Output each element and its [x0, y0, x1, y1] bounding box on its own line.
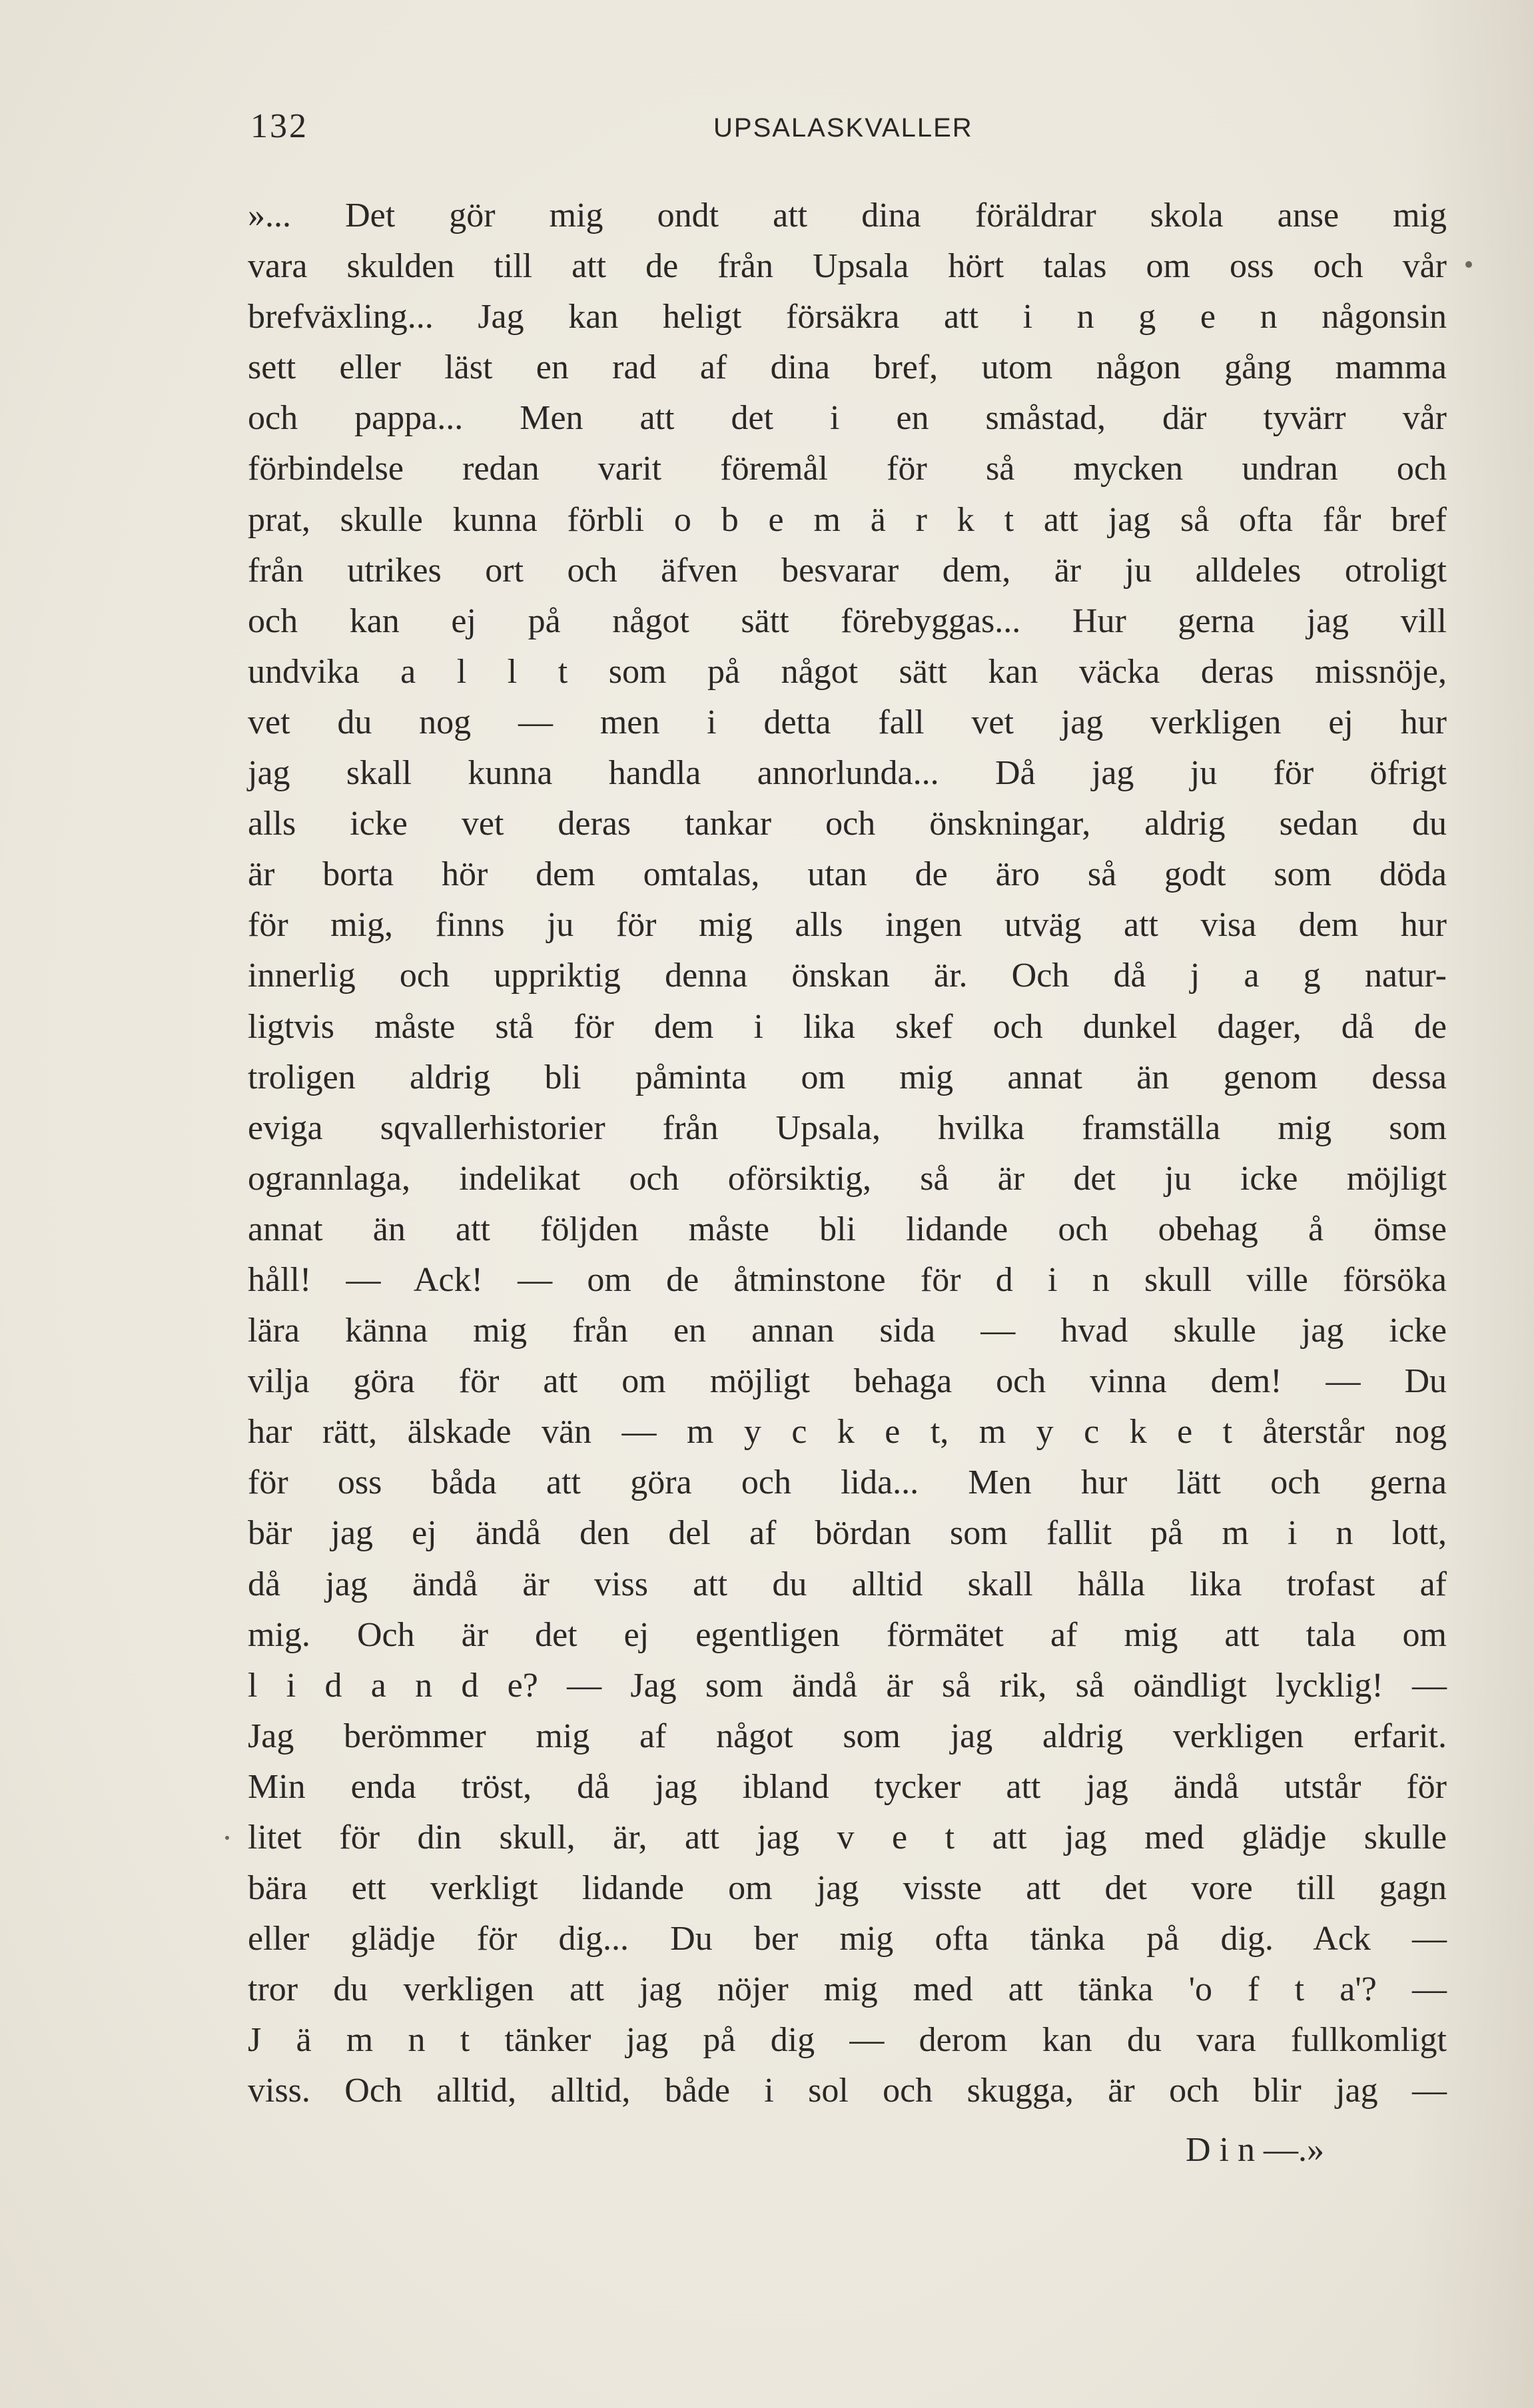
text-line: viss. Och alltid, alltid, både i sol och skugga, är och blir jag —	[248, 2072, 1447, 2110]
text-line: eviga sqvallerhistorier från Upsala, hvilka framställa mig som	[248, 1108, 1447, 1147]
text-line: är borta hör dem omtalas, utan de äro så godt som döda	[248, 855, 1447, 894]
text-line: för mig, finns ju för mig alls ingen utväg att visa dem hur	[248, 906, 1447, 945]
text-line: sett eller läst en rad af dina bref, utom någon gång mamma	[248, 348, 1447, 387]
text-line: brefväxling... Jag kan heligt försäkra att i n g e n någonsin	[248, 298, 1447, 336]
text-line: J ä m n t tänker jag på dig — derom kan du vara fullkomligt	[248, 2021, 1447, 2060]
text-line: från utrikes ort och äfven besvarar dem, är ju alldeles otroligt	[248, 551, 1447, 590]
text-line: annat än att följden måste bli lidande och obehag å ömse	[248, 1210, 1447, 1248]
page-number: 132	[250, 107, 308, 145]
text-line: vara skulden till att de från Upsala hört talas om oss och vår	[248, 247, 1447, 286]
text-line: har rätt, älskade vän — m y c k e t, m y c k e t återstår nog	[248, 1413, 1447, 1451]
text-line: lära känna mig från en annan sida — hvad skulle jag icke	[248, 1312, 1447, 1350]
text-line: håll! — Ack! — om de åtminstone för d i n skull ville försöka	[248, 1260, 1447, 1299]
text-line: bär jag ej ändå den del af bördan som fallit på m i n lott,	[248, 1514, 1447, 1553]
text-line: Jag berömmer mig af något som jag aldrig verkligen erfarit.	[248, 1717, 1447, 1755]
text-line: och kan ej på något sätt förebyggas... Hur gerna jag vill	[248, 602, 1447, 640]
running-head	[250, 107, 1449, 153]
text-line: för oss båda att göra och lida... Men hur lätt och gerna	[248, 1463, 1447, 1502]
text-line: förbindelse redan varit föremål för så mycken undran och	[248, 450, 1447, 488]
text-line: mig. Och är det ej egentligen förmätet af mig att tala om	[248, 1615, 1447, 1654]
text-line: prat, skulle kunna förbli o b e m ä r k t att jag så ofta får bref	[248, 500, 1447, 539]
text-line: innerlig och uppriktig denna önskan är. Och då j a g natur-	[248, 957, 1447, 995]
letter-body	[248, 191, 1447, 2117]
text-line: ligtvis måste stå för dem i lika skef och dunkel dager, då de	[248, 1007, 1447, 1046]
running-title: UPSALASKVALLER	[713, 113, 973, 143]
text-line: eller glädje för dig... Du ber mig ofta tänka på dig. Ack —	[248, 1920, 1447, 1958]
text-line: undvika a l l t som på något sätt kan väcka deras missnöje,	[248, 652, 1447, 691]
text-line: ogrannlaga, indelikat och oförsiktig, så är det ju icke möjligt	[248, 1159, 1447, 1198]
text-line: tror du verkligen att jag nöjer mig med att tänka 'o f t a'? —	[248, 1970, 1447, 2009]
text-line: litet för din skull, är, att jag v e t att jag med glädje skulle	[248, 1818, 1447, 1856]
text-line: och pappa... Men att det i en småstad, där tyvärr vår	[248, 399, 1447, 438]
paper-speck	[225, 1836, 229, 1840]
text-line: Min enda tröst, då jag ibland tycker att jag ändå utstår för	[248, 1767, 1447, 1806]
text-line: jag skall kunna handla annorlunda... Då jag ju för öfrigt	[248, 754, 1447, 793]
text-line: »... Det gör mig ondt att dina föräldrar skola anse mig	[248, 197, 1447, 234]
text-line: bära ett verkligt lidande om jag visste att det vore till gagn	[248, 1869, 1447, 1908]
text-line: alls icke vet deras tankar och önskningar, aldrig sedan du	[248, 805, 1447, 843]
text-line: vet du nog — men i detta fall vet jag verkligen ej hur	[248, 703, 1447, 741]
text-line: troligen aldrig bli påminta om mig annat än genom dessa	[248, 1058, 1447, 1096]
letter-signature: D i n —.»	[1186, 2131, 1324, 2169]
paper-speck	[1465, 261, 1472, 268]
text-line: då jag ändå är viss att du alltid skall hålla lika trofast af	[248, 1565, 1447, 1603]
text-line: vilja göra för att om möjligt behaga och vinna dem! — Du	[248, 1362, 1447, 1401]
text-line: l i d a n d e? — Jag som ändå är så rik, så oändligt lycklig! —	[248, 1666, 1447, 1705]
